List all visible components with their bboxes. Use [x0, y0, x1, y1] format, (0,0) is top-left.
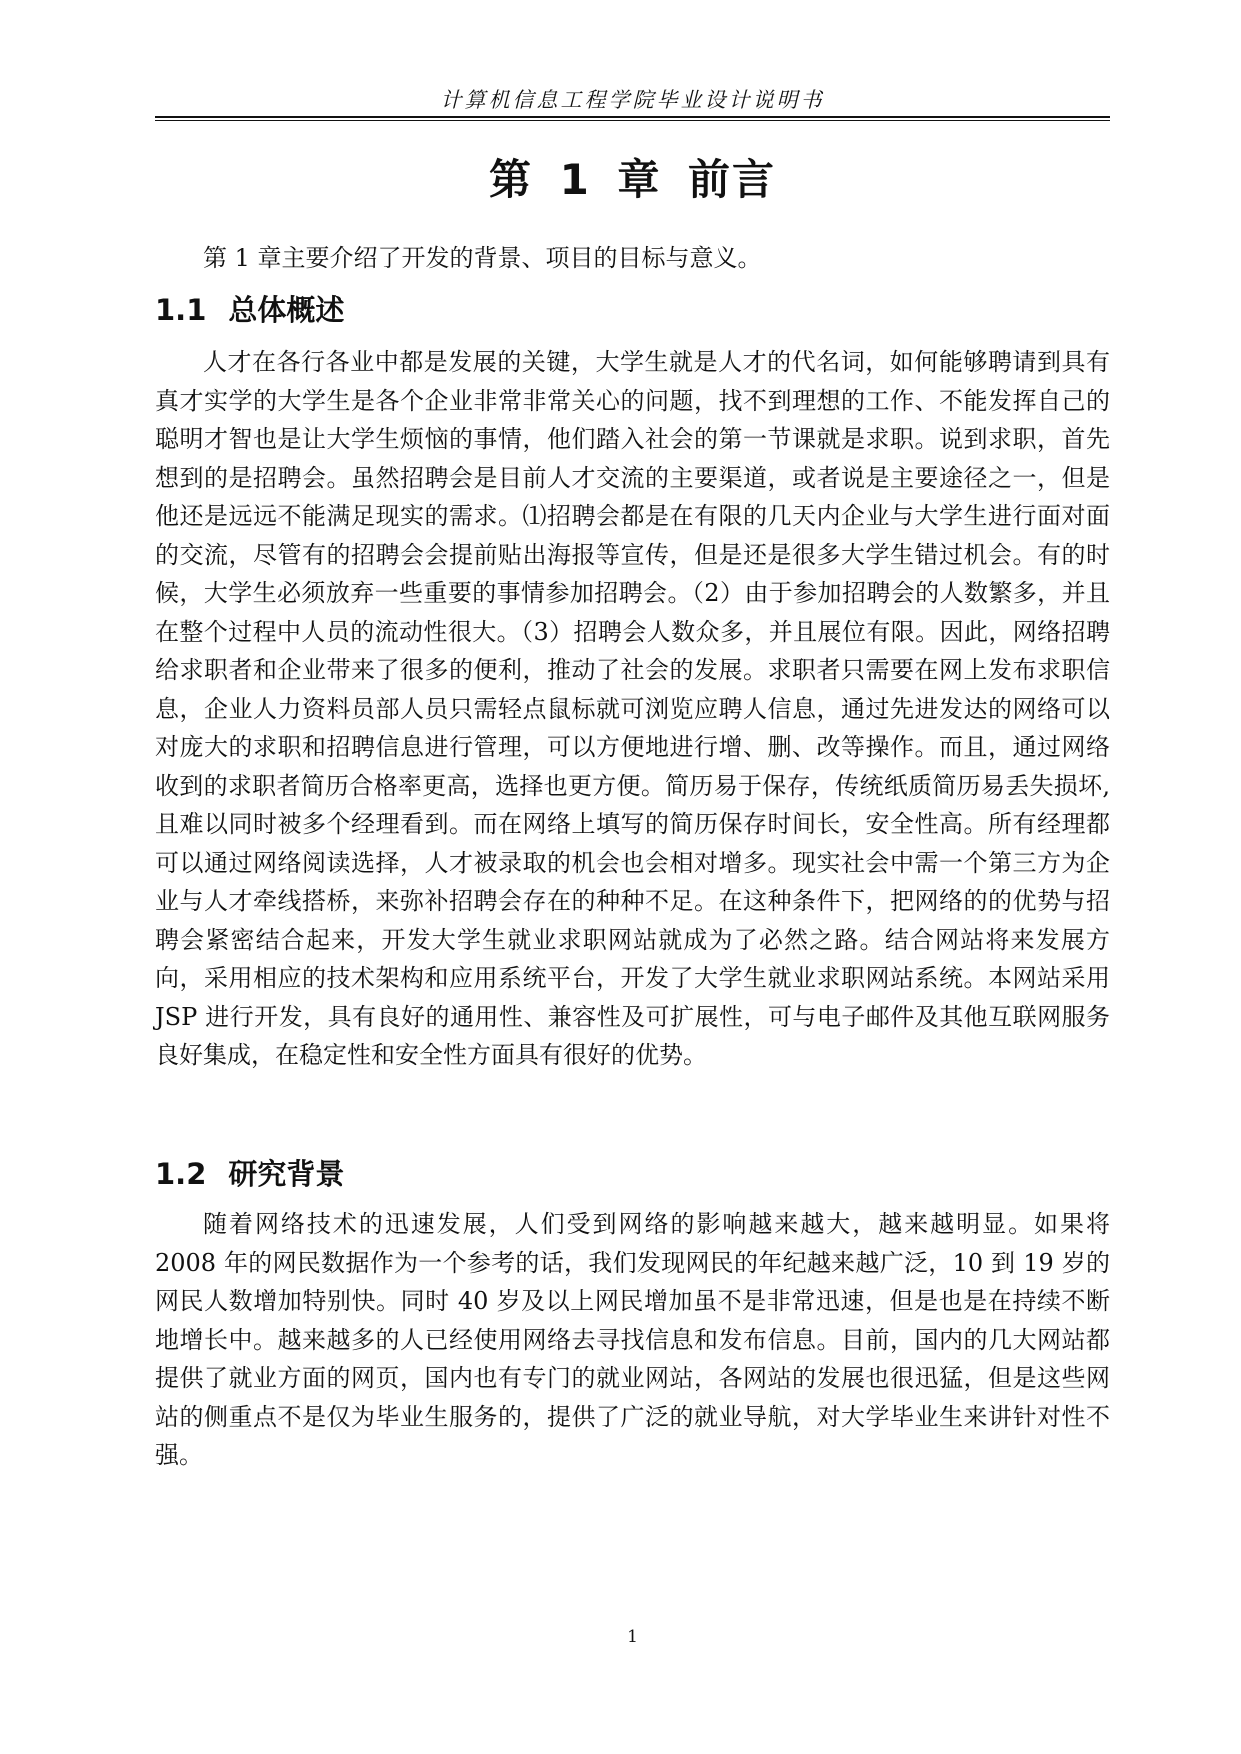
running-header: 计算机信息工程学院毕业设计说明书 — [440, 88, 825, 112]
header-rule-thin — [155, 120, 1110, 121]
section-heading-1-1 — [155, 290, 1110, 330]
section-title: 总体概述 — [228, 293, 345, 327]
section-number: 1.1 — [155, 293, 207, 327]
section-title: 研究背景 — [228, 1157, 345, 1191]
chapter-intro: 第 1 章主要介绍了开发的背景、项目的目标与意义。 — [203, 244, 762, 272]
section-number: 1.2 — [155, 1157, 207, 1191]
section-heading-1-2 — [155, 1154, 1110, 1194]
chapter-title: 第 1 章 前言 — [488, 155, 777, 204]
section-paragraph-1-1: 人才在各行各业中都是发展的关键，大学生就是人才的代名词，如何能够聘请到具有真才实学的大学生是各个企业非常非常关心的问题，找不到理想的工作、不能发挥自己的聪明才智也是让大学生烦恼的事情，他们踏入社会的第一节课就是求职。说到求职，首先想到的是招聘会。虽然招聘会是目前人才交流的主要渠道，或者说是主要途径之一，但是他还是远远不能满足现实的需求。⑴招聘会都是在有限的几天内企业与大学生进行面对面的交流，尽管有的招聘会会提前贴出海报等宣传，但是还是很多大学生错过机会。有的时候，大学生必须放弃一些重要的事情参加招聘会。（2）由于参加招聘会的人数繁多，并且在整个过程中人员的流动性很大。（3）招聘会人数众多，并且展位有限。因此，网络招聘给求职者和企业带来了很多的便利，推动了社会的发展。求职者只需要在网上发布求职信息，企业人力资料员部人员只需轻点鼠标就可浏览应聘人信息，通过先进发达的网络可以对庞大的求职和招聘信息进行管理，可以方便地进行增、删、改等操作。而且，通过网络收到的求职者简历合格率更高，选择也更方便。简历易于保存，传统纸质简历易丢失损坏,且难以同时被多个经理看到。而在网络上填写的简历保存时间长，安全性高。所有经理都可以通过网络阅读选择，人才被录取的机会也会相对增多。现实社会中需一个第三方为企业与人才牵线搭桥，来弥补招聘会存在的种种不足。在这种条件下，把网络的的优势与招聘会紧密结合起来，开发大学生就业求职网站就成为了必然之路。结合网站将来发展方向，采用相应的技术架构和应用系统平台，开发了大学生就业求职网站系统。本网站采用 JSP 进行开发，具有良好的通用性、兼容性及可扩展性，可与电子邮件及其他互联网服务良好集成，在稳定性和安全性方面具有很好的优势。 — [155, 348, 1110, 1069]
header-rule — [155, 116, 1110, 118]
page-number: 1 — [627, 1627, 638, 1647]
section-paragraph-1-2: 随着网络技术的迅速发展，人们受到网络的影响越来越大，越来越明显。如果将 2008 年的网民数据作为一个参考的话，我们发现网民的年纪越来越广泛，10 到 19 岁的网民人数增加特别快。同时 40 岁及以上网民增加虽不是非常迅速，但是也是在持续不断地增长中。越来越多的人已经使用网络去寻找信息和发布信息。目前，国内的几大网站都提供了就业方面的网页，国内也有专门的就业网站，各网站的发展也很迅猛，但是这些网站的侧重点不是仅为毕业生服务的，提供了广泛的就业导航，对大学毕业生来讲针对性不强。 — [155, 1210, 1110, 1469]
